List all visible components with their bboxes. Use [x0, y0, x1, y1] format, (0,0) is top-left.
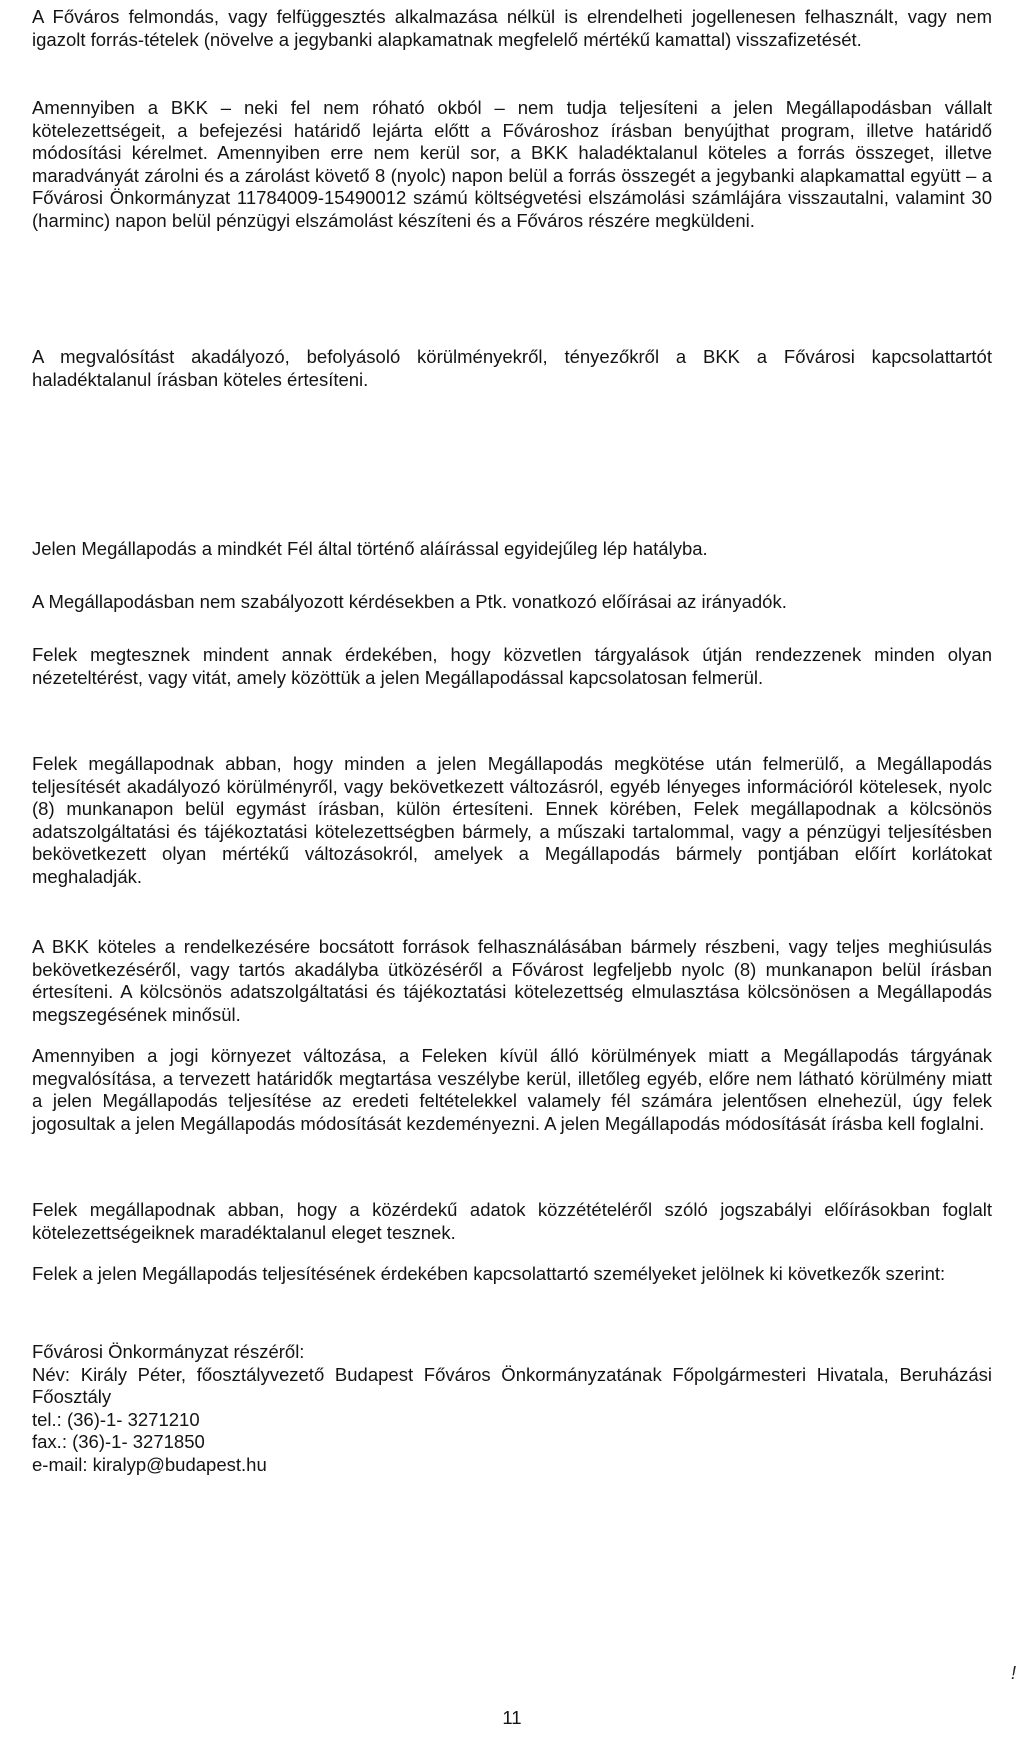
paragraph-amendment: Amennyiben a jogi környezet változása, a Feleken kívül álló körülmények miatt a Megállapodás tárgyának megvalósítása, a tervezett határidők megtartása veszélybe kerül, illetőleg egyéb, előre nem látható körülmény miatt a jelen Megállapodás teljesítése az eredeti feltételekkel valamely fél számára jelentősen elnehezül, úgy felek jogosultak a jelen Megállapodás módosítását kezdeményezni. A jelen Megállapodás módosítását írásba kell foglalni.	[32, 1045, 992, 1134]
contact-heading: Fővárosi Önkormányzat részéről:	[32, 1341, 305, 1362]
contact-tel: tel.: (36)-1- 3271210	[32, 1408, 200, 1430]
contact-block	[32, 1341, 992, 1476]
paragraph-information-duty: Felek megállapodnak abban, hogy minden a jelen Megállapodás megkötése után felmerülő, a Megállapodás teljesítését akadályozó körülményről, vagy bekövetkezett változásról, egyéb lényeges információról kötelesek, nyolc (8) munkanapon belül egymást írásban, külön értesíteni. Ennek körében, Felek megállapodnak a kölcsönös adatszolgáltatási és tájékoztatási kötelezettségben bármely, a műszaki tartalommal, vagy a pénzügyi teljesítésben bekövetkezett olyan mértékű változásokról, amelyek a Megállapodás bármely pontjában előírt korlátokat meghaladják.	[32, 753, 992, 887]
paragraph-repayment: A Főváros felmondás, vagy felfüggesztés alkalmazása nélkül is elrendelheti jogellenesen felhasznált, vagy nem igazolt forrás-tételek (növelve a jegybanki alapkamatnak megfelelő mértékű kamattal) visszafizetését.	[32, 6, 992, 50]
contact-name: Név: Király Péter, főosztályvezető Budapest Főváros Önkormányzatának Főpolgármesteri Hivatala, Beruházási Főosztály	[32, 1363, 992, 1407]
paragraph-public-data: Felek megállapodnak abban, hogy a közérdekű adatok közzétételéről szóló jogszabályi előírásokban foglalt kötelezettségeiknek maradéktalanul eleget tesznek.	[32, 1199, 992, 1243]
paragraph-ptk: A Megállapodásban nem szabályozott kérdésekben a Ptk. vonatkozó előírásai az irányadók.	[32, 591, 787, 612]
contact-fax: fax.: (36)-1- 3271850	[32, 1431, 205, 1452]
margin-mark: !	[1011, 1663, 1017, 1683]
paragraph-bkk-obligations: Amennyiben a BKK – neki fel nem róható okból – nem tudja teljesíteni a jelen Megállapodásban vállalt kötelezettségeit, a befejezési határidő lejárta előtt a Fővároshoz írásban benyújthat program, illetve határidő módosítási kérelmet. Amennyiben erre nem kerül sor, a BKK haladéktalanul köteles a forrás összeget, illetve maradványát zárolni és a zárolást követő 8 (nyolc) napon belül a forrás összegét a jegybanki alapkamattal együtt – a Fővárosi Önkormányzat 11784009-15490012 számú költségvetési elszámolási számlájára visszautalni, valamint 30 (harminc) napon belül pénzügyi elszámolást készíteni és a Főváros részére megküldeni.	[32, 97, 992, 231]
paragraph-disputes: Felek megtesznek mindent annak érdekében, hogy közvetlen tárgyalások útján rendezzenek minden olyan nézeteltérést, vagy vitát, amely közöttük a jelen Megállapodással kapcsolatosan felmerül.	[32, 644, 992, 688]
paragraph-contacts-intro: Felek a jelen Megállapodás teljesítésének érdekében kapcsolattartó személyeket jelölnek ki következők szerint:	[32, 1263, 946, 1284]
paragraph-bkk-reporting: A BKK köteles a rendelkezésére bocsátott források felhasználásában bármely részbeni, vagy teljes meghiúsulás bekövetkezéséről, vagy tartós akadályba ütközéséről a Fővárost legfeljebb nyolc (8) munkanapon belül írásban értesíteni. A kölcsönös adatszolgáltatási és tájékoztatási kötelezettség elmulasztása kölcsönösen a Megállapodás megszegésének minősül.	[32, 936, 992, 1025]
paragraph-notification: A megvalósítást akadályozó, befolyásoló körülményekről, tényezőkről a BKK a Fővárosi kapcsolattartót haladéktalanul írásban köteles értesíteni.	[32, 346, 992, 390]
page-number: 11	[502, 1707, 522, 1728]
paragraph-effective-date: Jelen Megállapodás a mindkét Fél által történő aláírással egyidejűleg lép hatályba.	[32, 538, 708, 559]
contact-email: e-mail: kiralyp@budapest.hu	[32, 1453, 267, 1475]
